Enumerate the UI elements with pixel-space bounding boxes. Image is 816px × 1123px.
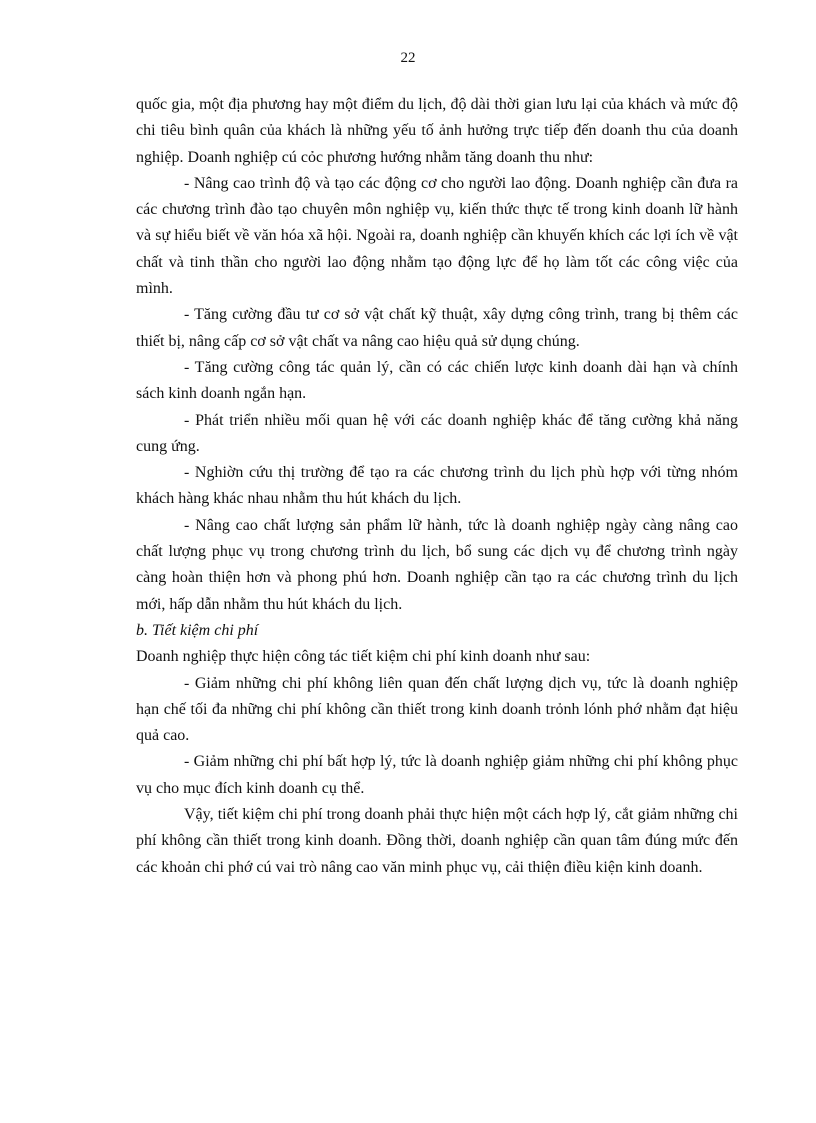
page-number: 22 (400, 50, 416, 66)
section-heading: b. Tiết kiệm chi phí (136, 621, 259, 639)
paragraph-conclusion: Vậy, tiết kiệm chi phí trong doanh phải thực hiện một cách hợp lý, cắt giảm những chi phí không cần thiết trong kinh doanh. Đồng thời, doanh nghiệp cần quan tâm đúng mức đến các khoản chi phớ cú vai trò nâng cao văn minh phục vụ, cải thiện điều kiện kinh doanh. (136, 806, 738, 876)
paragraph-bullet-infrastructure: - Tăng cường đầu tư cơ sở vật chất kỹ thuật, xây dựng công trình, trang bị thêm các thiết bị, nâng cấp cơ sở vật chất va nâng cao hiệu quả sử dụng chúng. (136, 306, 738, 350)
paragraph-bullet-relationships: - Phát triển nhiều mối quan hệ với các doanh nghiệp khác để tăng cường khả năng cung ứng. (136, 411, 738, 455)
paragraph-bullet-market-research: - Nghiờn cứu thị trường để tạo ra các chương trình du lịch phù hợp với từng nhóm khách hàng khác nhau nhằm thu hút khách du lịch. (136, 464, 738, 508)
paragraph-cost-intro: Doanh nghiệp thực hiện công tác tiết kiệm chi phí kinh doanh như sau: (136, 648, 591, 666)
paragraph-bullet-management: - Tăng cường công tác quản lý, cần có các chiến lược kinh doanh dài hạn và chính sách kinh doanh ngắn hạn. (136, 358, 738, 403)
paragraph-bullet-reduce-unrelated: - Giảm những chi phí không liên quan đến chất lượng dịch vụ, tức là doanh nghiệp hạn chế tối đa những chi phí không cần thiết trong kinh doanh trỏnh lónh phớ nhằm đạt hiệu quả cao. (136, 674, 738, 745)
paragraph-intro: quốc gia, một địa phương hay một điểm du lịch, độ dài thời gian lưu lại của khách và mức độ chi tiêu bình quân của khách là những yếu tố ảnh hưởng trực tiếp đến doanh thu của doanh nghiệp. Doanh nghiệp cú cỏc phương hướng nhằm tăng doanh thu như: (136, 96, 738, 166)
paragraph-bullet-training: - Nâng cao trình độ và tạo các động cơ cho người lao động. Doanh nghiệp cần đưa ra các chương trình đào tạo chuyên môn nghiệp vụ, kiến thức thực tế trong kinh doanh lữ hành và sự hiểu biết về văn hóa xã hội. Ngoài ra, doanh nghiệp cần khuyến khích các lợi ích về vật chất và tinh thần cho người lao động nhằm tạo động lực để họ làm tốt các công việc của mình. (136, 174, 738, 298)
document-body (136, 92, 738, 881)
paragraph-bullet-reduce-irrational: - Giảm những chi phí bất hợp lý, tức là doanh nghiệp giảm những chi phí không phục vụ cho mục đích kinh doanh cụ thể. (136, 753, 738, 797)
paragraph-bullet-quality: - Nâng cao chất lượng sản phẩm lữ hành, tức là doanh nghiệp ngày càng nâng cao chất lượng phục vụ trong chương trình du lịch, bổ sung các dịch vụ để chương trình ngày càng hoàn thiện hơn và phong phú hơn. Doanh nghiệp cần tạo ra các chương trình du lịch mới, hấp dẫn nhằm thu hút khách du lịch. (136, 516, 738, 613)
